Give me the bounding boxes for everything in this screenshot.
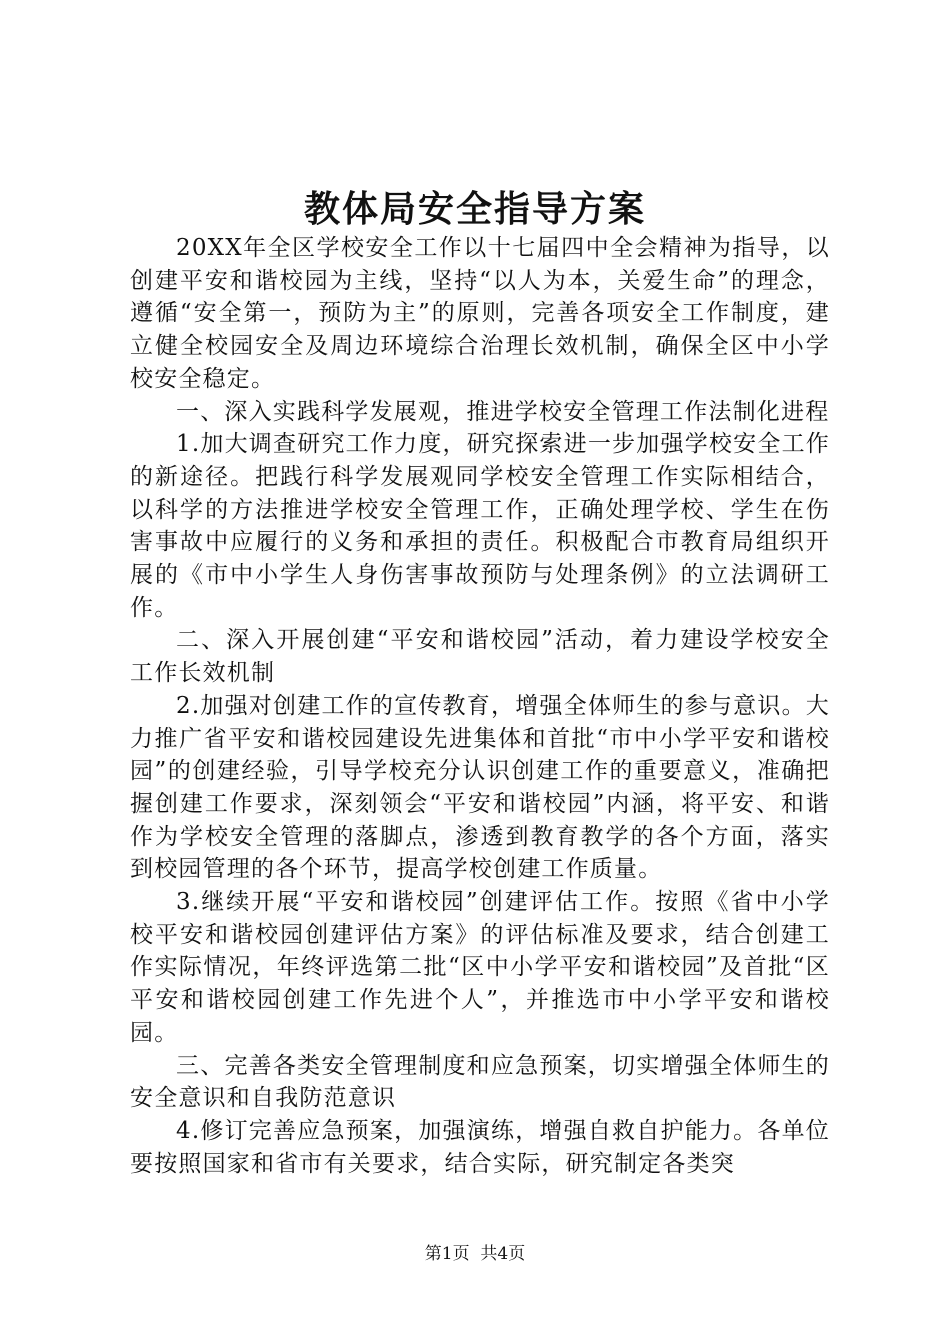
document-body <box>130 232 830 1180</box>
section-heading-1: 一、深入实践科学发展观，推进学校安全管理工作法制化进程 <box>176 398 830 425</box>
section-heading-2: 二、深入开展创建“平安和谐校园”活动，着力建设学校安全工作长效机制 <box>130 627 830 687</box>
page-number: 第1页 <box>424 1244 470 1264</box>
item-paragraph-4: 4.修订完善应急预案，加强演练，增强自救自护能力。各单位要按照国家和省市有关要求，结合实际，研究制定各类突 <box>130 1117 830 1177</box>
page-footer <box>0 1242 950 1266</box>
intro-paragraph: 20XX年全区学校安全工作以十七届四中全会精神为指导，以创建平安和谐校园为主线，坚持“以人为本，关爱生命”的理念，遵循“安全第一，预防为主”的原则，完善各项安全工作制度，建立健全校园安全及周边环境综合治理长效机制，确保全区中小学校安全稳定。 <box>130 235 830 392</box>
item-paragraph-1: 1.加大调查研究工作力度，研究探索进一步加强学校安全工作的新途径。把践行科学发展观同学校安全管理工作实际相结合，以科学的方法推进学校安全管理工作，正确处理学校、学生在伤害事故中应履行的义务和承担的责任。积极配合市教育局组织开展的《市中小学生人身伤害事故预防与处理条例》的立法调研工作。 <box>130 431 830 621</box>
item-paragraph-3: 3.继续开展“平安和谐校园”创建评估工作。按照《省中小学校平安和谐校园创建评估方案》的评估标准及要求，结合创建工作实际情况，年终评选第二批“区中小学平安和谐校园”及首批“区平安和谐校园创建工作先进个人”，并推选市中小学平安和谐校园。 <box>130 889 830 1046</box>
document-title: 教体局安全指导方案 <box>303 188 646 230</box>
page-total: 共4页 <box>480 1244 526 1264</box>
item-paragraph-2: 2.加强对创建工作的宣传教育，增强全体师生的参与意识。大力推广省平安和谐校园建设先进集体和首批“市中小学平安和谐校园”的创建经验，引导学校充分认识创建工作的重要意义，准确把握创建工作要求，深刻领会“平安和谐校园”内涵，将平安、和谐作为学校安全管理的落脚点，渗透到教育教学的各个方面，落实到校园管理的各个环节，提高学校创建工作质量。 <box>130 692 830 883</box>
section-heading-3: 三、完善各类安全管理制度和应急预案，切实增强全体师生的安全意识和自我防范意识 <box>130 1052 830 1112</box>
